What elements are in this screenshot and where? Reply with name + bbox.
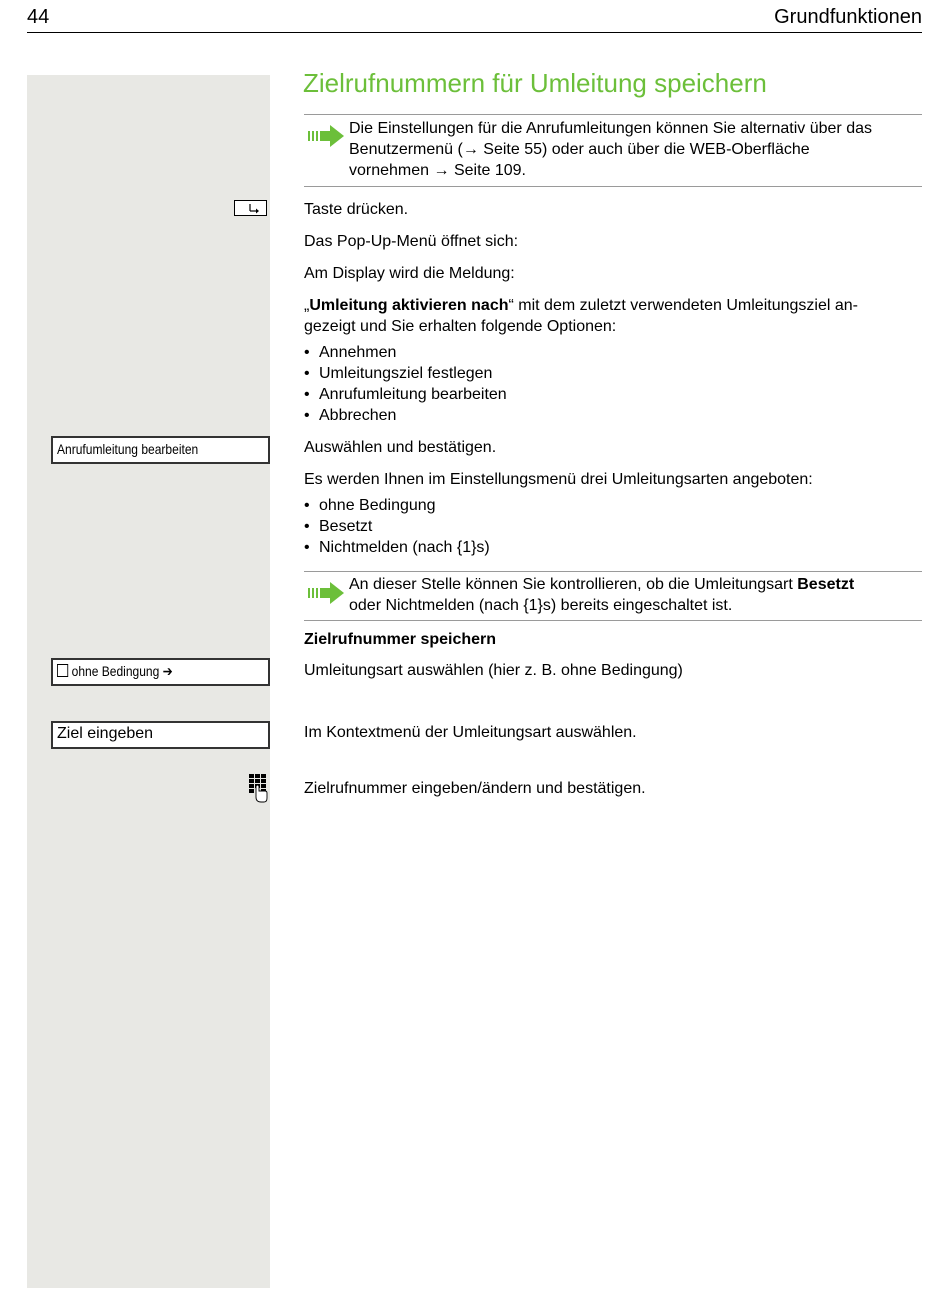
- message-bold: Umleitung aktivieren nach: [309, 297, 509, 314]
- note-line: Benutzermenü (→ Seite 55) oder auch über die WEB-Oberfläche: [349, 141, 810, 158]
- note-line: oder Nichtmelden (nach {1}s) bereits eingeschaltet ist.: [349, 597, 733, 614]
- menu-item-content: [57, 663, 173, 680]
- options-list: [304, 342, 507, 426]
- header-rule: [27, 32, 922, 33]
- page-number: 44: [27, 6, 50, 28]
- note-line: vornehmen → Seite 109.: [349, 162, 526, 179]
- note-bold: Besetzt: [797, 576, 855, 593]
- arrow-right-icon: ➔: [162, 663, 173, 679]
- note-line: An dieser Stelle können Sie kontrollieren, ob die Umleitungsart: [349, 576, 798, 593]
- note-box: [304, 114, 922, 187]
- subheading: Zielrufnummer speichern: [304, 631, 497, 648]
- message-line: gezeigt und Sie erhalten folgende Optionen:: [304, 318, 617, 335]
- step-text: Umleitungsart auswählen (hier z. B. ohne Bedingung): [304, 662, 683, 679]
- step-text: Es werden Ihnen im Einstellungsmenü drei Umleitungsarten angeboten:: [304, 471, 813, 488]
- step-text: Zielrufnummer eingeben/ändern und bestätigen.: [304, 780, 646, 797]
- note-box: [304, 571, 922, 621]
- note-line: Die Einstellungen für die Anrufumleitungen können Sie alternativ über das: [349, 120, 872, 137]
- menu-item-label: Ziel eingeben: [57, 725, 154, 742]
- list-item: • Abbrechen: [304, 405, 507, 426]
- list-item: • Annehmen: [304, 342, 507, 363]
- step-text: Im Kontextmenü der Umleitungsart auswählen.: [304, 724, 637, 741]
- step-text: Das Pop-Up-Menü öffnet sich:: [304, 233, 519, 250]
- note-arrow-icon: [306, 123, 346, 149]
- keypad-icon: [248, 773, 268, 803]
- list-item: • ohne Bedingung: [304, 495, 490, 516]
- list-item: • Nichtmelden (nach {1}s): [304, 537, 490, 558]
- menu-item-label: Anrufumleitung bearbeiten: [57, 441, 199, 457]
- page-header: [27, 6, 922, 32]
- types-list: [304, 495, 490, 558]
- quote-open: „: [304, 297, 310, 314]
- message-paragraph: [304, 295, 922, 337]
- section-name: Grundfunktionen: [774, 6, 922, 28]
- page-title: Zielrufnummern für Umleitung speichern: [303, 68, 767, 98]
- note-arrow-icon: [306, 580, 346, 606]
- menu-item-anrufumleitung-bearbeiten[interactable]: [51, 436, 270, 464]
- step-text: Am Display wird die Meldung:: [304, 265, 515, 282]
- list-item: • Umleitungsziel festlegen: [304, 363, 507, 384]
- list-item: • Besetzt: [304, 516, 490, 537]
- forward-key-icon: [234, 200, 267, 216]
- step-text: Auswählen und bestätigen.: [304, 439, 497, 456]
- step-text: Taste drücken.: [304, 201, 409, 218]
- message-rest: “ mit dem zuletzt verwendeten Umleitungsziel an-: [508, 297, 858, 314]
- checkbox-icon: [57, 664, 68, 677]
- menu-item-ohne-bedingung[interactable]: [51, 658, 270, 686]
- list-item: • Anrufumleitung bearbeiten: [304, 384, 507, 405]
- menu-item-label: ohne Bedingung: [71, 663, 160, 679]
- menu-item-ziel-eingeben[interactable]: [51, 721, 270, 749]
